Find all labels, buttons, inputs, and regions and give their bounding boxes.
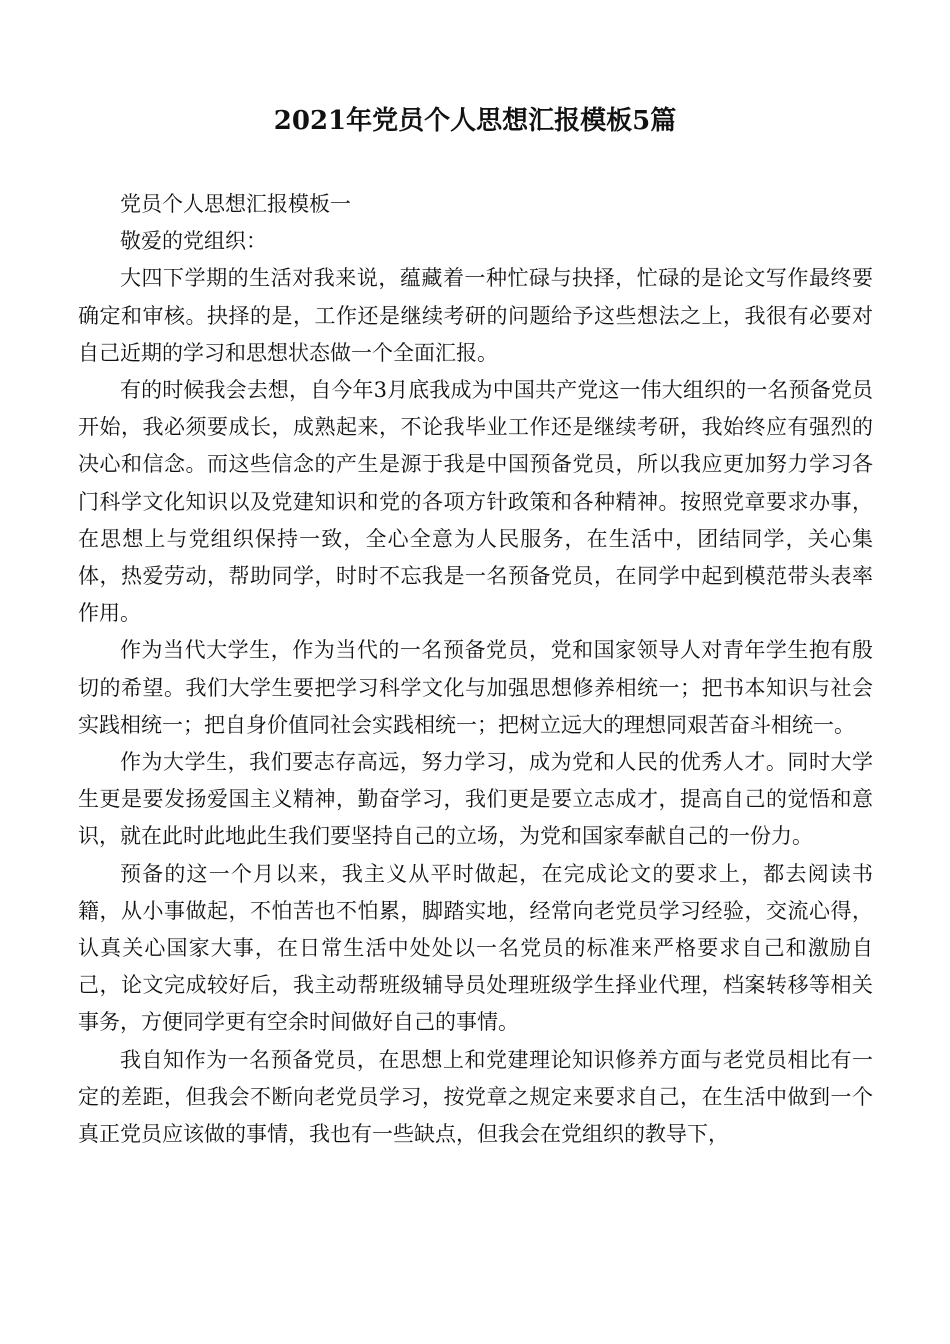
body-paragraph: 我自知作为一名预备党员，在思想上和党建理论知识修养方面与老党员相比有一定的差距，但我会不断向老党员学习，按党章之规定来要求自己，在生活中做到一个真正党员应该做的事情，我也有一些缺点，但我会在党组织的教导下，: [78, 1047, 873, 1147]
section-heading: 党员个人思想汇报模板一: [120, 192, 351, 216]
body-paragraph: 有的时候我会去想，自今年3月底我成为中国共产党这一伟大组织的一名预备党员开始，我必须要成长，成熟起来，不论我毕业工作还是继续考研，我始终应有强烈的决心和信念。而这些信念的产生是源于我是中国预备党员，所以我应更加努力学习各门科学文化知识以及党建知识和党的各项方针政策和各种精神。按照党章要求办事，在思想上与党组织保持一致，全心全意为人民服务，在生活中，团结同学，关心集体，热爱劳动，帮助同学，时时不忘我是一名预备党员，在同学中起到模范带头表率作用。: [78, 378, 873, 626]
salutation: 敬爱的党组织：: [120, 229, 267, 254]
body-paragraph: 作为大学生，我们要志存高远，努力学习，成为党和人民的优秀人才。同时大学生更是要发扬爱国主义精神，勤奋学习，我们更是要立志成才，提高自己的觉悟和意识，就在此时此地此生我们要坚持自己的立场，为党和国家奉献自己的一份力。: [78, 750, 873, 849]
body-paragraph: 作为当代大学生，作为当代的一名预备党员，党和国家领导人对青年学生抱有殷切的希望。我们大学生要把学习科学文化与加强思想修养相统一；把书本知识与社会实践相统一；把自身价值同社会实践相统一；把树立远大的理想同艰苦奋斗相统一。: [78, 638, 873, 737]
document-body: [78, 186, 873, 1153]
body-paragraph: 预备的这一个月以来，我主义从平时做起，在完成论文的要求上，都去阅读书籍，从小事做起，不怕苦也不怕累，脚踏实地，经常向老党员学习经验，交流心得，认真关心国家大事，在日常生活中处处以一名党员的标准来严格要求自己和激励自己，论文完成较好后，我主动帮班级辅导员处理班级学生择业代理，档案转移等相关事务，方便同学更有空余时间做好自己的事情。: [78, 861, 873, 1035]
body-paragraph: 大四下学期的生活对我来说，蕴藏着一种忙碌与抉择，忙碌的是论文写作最终要确定和审核。抉择的是，工作还是继续考研的问题给予这些想法之上，我很有必要对自己近期的学习和思想状态做一个全面汇报。: [78, 266, 873, 365]
document-title: 2021年党员个人思想汇报模板5篇: [273, 106, 677, 136]
